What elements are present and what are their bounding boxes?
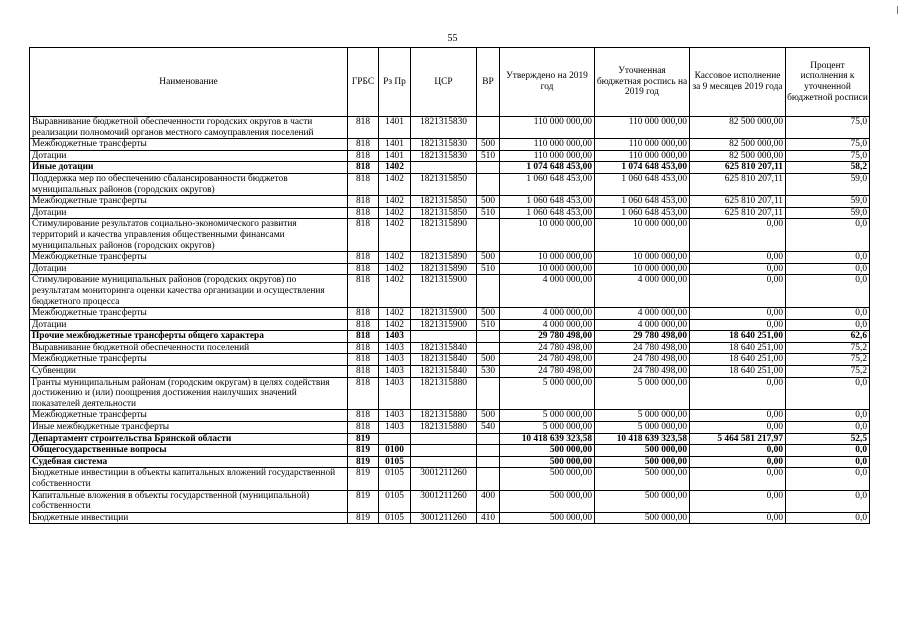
cell-cash: 0,00 [690, 377, 786, 410]
cell-csr: 1821315900 [411, 275, 477, 308]
cell-csr: 1821315830 [411, 150, 477, 162]
cell-approved: 5 000 000,00 [500, 410, 595, 422]
cell-name: Межбюджетные трансферты [30, 410, 348, 422]
cell-rzpr: 1402 [379, 173, 411, 195]
cell-percent: 0,0 [786, 490, 870, 512]
cell-cash: 18 640 251,00 [690, 342, 786, 354]
cell-approved: 1 060 648 453,00 [500, 207, 595, 219]
table-row [30, 354, 870, 366]
cell-csr: 1821315890 [411, 252, 477, 264]
cell-percent: 0,0 [786, 410, 870, 422]
cell-percent: 0,0 [786, 219, 870, 252]
cell-percent: 0,0 [786, 308, 870, 320]
cell-rzpr: 0105 [379, 456, 411, 468]
cell-csr: 1821315830 [411, 117, 477, 139]
table-row [30, 150, 870, 162]
cell-rzpr: 1402 [379, 207, 411, 219]
cell-grbs: 818 [348, 117, 379, 139]
cell-rzpr: 0100 [379, 445, 411, 457]
table-row [30, 331, 870, 343]
cell-refined: 29 780 498,00 [595, 331, 690, 343]
table-row [30, 377, 870, 410]
table-row [30, 196, 870, 208]
cell-refined: 5 000 000,00 [595, 422, 690, 434]
cell-percent: 75,2 [786, 342, 870, 354]
cell-vr: 500 [477, 196, 500, 208]
cell-rzpr: 1402 [379, 319, 411, 331]
cell-rzpr: 1403 [379, 342, 411, 354]
cell-refined: 5 000 000,00 [595, 377, 690, 410]
cell-cash: 5 464 581 217,97 [690, 433, 786, 445]
cell-name: Стимулирование муниципальных районов (городских округов) по результатам мониторинга оценки качества организации и осуществления бюджетного процесса [30, 275, 348, 308]
cell-approved: 24 780 498,00 [500, 366, 595, 378]
cell-csr: 1821315850 [411, 173, 477, 195]
cell-approved: 1 060 648 453,00 [500, 196, 595, 208]
cell-approved: 4 000 000,00 [500, 275, 595, 308]
cell-cash: 0,00 [690, 275, 786, 308]
cell-cash: 625 810 207,11 [690, 173, 786, 195]
cell-approved: 500 000,00 [500, 512, 595, 524]
cell-name: Выравнивание бюджетной обеспеченности городских округов в части реализации полномочий органов местного самоуправления поселений [30, 117, 348, 139]
table-body [30, 117, 870, 524]
cell-cash: 82 500 000,00 [690, 117, 786, 139]
cell-cash: 0,00 [690, 410, 786, 422]
cell-percent: 0,0 [786, 275, 870, 308]
cell-refined: 110 000 000,00 [595, 117, 690, 139]
cell-grbs: 819 [348, 468, 379, 490]
cell-name: Стимулирование результатов социально-экономического развития территорий и качества управления общественными финансами муниципальных районов (городских округов) [30, 219, 348, 252]
cell-rzpr: 0105 [379, 490, 411, 512]
cell-csr: 1821315840 [411, 342, 477, 354]
cell-grbs: 819 [348, 433, 379, 445]
cell-vr: 500 [477, 354, 500, 366]
cell-grbs: 819 [348, 490, 379, 512]
cell-approved: 5 000 000,00 [500, 377, 595, 410]
table-row [30, 308, 870, 320]
cell-name: Поддержка мер по обеспечению сбалансированности бюджетов муниципальных районов (городских округов) [30, 173, 348, 195]
cell-approved: 4 000 000,00 [500, 308, 595, 320]
table-row [30, 342, 870, 354]
cell-refined: 110 000 000,00 [595, 150, 690, 162]
cell-grbs: 818 [348, 207, 379, 219]
table-row [30, 162, 870, 174]
cell-rzpr: 1402 [379, 275, 411, 308]
cell-vr: 500 [477, 308, 500, 320]
cell-refined: 5 000 000,00 [595, 410, 690, 422]
cell-name: Дотации [30, 150, 348, 162]
cell-grbs: 818 [348, 263, 379, 275]
cell-cash: 0,00 [690, 319, 786, 331]
cell-vr [477, 173, 500, 195]
cell-cash: 0,00 [690, 490, 786, 512]
cell-approved: 1 074 648 453,00 [500, 162, 595, 174]
cell-rzpr: 1403 [379, 422, 411, 434]
table-row [30, 173, 870, 195]
cell-rzpr: 1403 [379, 331, 411, 343]
cell-name: Межбюджетные трансферты [30, 354, 348, 366]
cell-csr [411, 331, 477, 343]
cell-csr: 1821315880 [411, 422, 477, 434]
cell-grbs: 818 [348, 308, 379, 320]
cell-name: Дотации [30, 319, 348, 331]
cell-csr: 1821315830 [411, 139, 477, 151]
cell-approved: 500 000,00 [500, 468, 595, 490]
table-row [30, 219, 870, 252]
cell-rzpr: 1402 [379, 252, 411, 264]
cell-grbs: 818 [348, 331, 379, 343]
cell-grbs: 818 [348, 366, 379, 378]
cell-refined: 500 000,00 [595, 468, 690, 490]
cell-percent: 0,0 [786, 456, 870, 468]
cell-grbs: 818 [348, 196, 379, 208]
cell-csr [411, 445, 477, 457]
cell-approved: 110 000 000,00 [500, 150, 595, 162]
cell-percent: 0,0 [786, 468, 870, 490]
table-row [30, 252, 870, 264]
cell-cash: 82 500 000,00 [690, 150, 786, 162]
cell-vr [477, 117, 500, 139]
cell-grbs: 818 [348, 275, 379, 308]
cell-rzpr: 1402 [379, 219, 411, 252]
cell-name: Межбюджетные трансферты [30, 196, 348, 208]
cell-vr [477, 331, 500, 343]
cell-refined: 500 000,00 [595, 456, 690, 468]
cell-csr: 1821315900 [411, 308, 477, 320]
cell-percent: 75,0 [786, 139, 870, 151]
cell-vr [477, 162, 500, 174]
header-csr: ЦСР [411, 48, 477, 117]
cell-cash: 0,00 [690, 219, 786, 252]
cell-grbs: 818 [348, 422, 379, 434]
cell-grbs: 818 [348, 377, 379, 410]
cell-name: Выравнивание бюджетной обеспеченности поселений [30, 342, 348, 354]
cell-vr [477, 342, 500, 354]
cell-grbs: 819 [348, 512, 379, 524]
cell-vr: 410 [477, 512, 500, 524]
cell-approved: 10 418 639 323,58 [500, 433, 595, 445]
cell-vr: 510 [477, 319, 500, 331]
page-edge-mark [897, 6, 898, 14]
cell-approved: 1 060 648 453,00 [500, 173, 595, 195]
cell-csr [411, 456, 477, 468]
cell-vr: 540 [477, 422, 500, 434]
cell-approved: 110 000 000,00 [500, 139, 595, 151]
cell-csr: 1821315900 [411, 319, 477, 331]
header-rzpr: Рз Пр [379, 48, 411, 117]
cell-csr: 1821315880 [411, 410, 477, 422]
cell-refined: 24 780 498,00 [595, 342, 690, 354]
cell-vr: 510 [477, 263, 500, 275]
cell-approved: 24 780 498,00 [500, 354, 595, 366]
cell-csr: 1821315850 [411, 196, 477, 208]
cell-cash: 0,00 [690, 252, 786, 264]
cell-refined: 4 000 000,00 [595, 308, 690, 320]
cell-approved: 24 780 498,00 [500, 342, 595, 354]
cell-approved: 10 000 000,00 [500, 219, 595, 252]
cell-percent: 59,0 [786, 196, 870, 208]
cell-csr: 3001211260 [411, 468, 477, 490]
cell-cash: 625 810 207,11 [690, 196, 786, 208]
cell-cash: 0,00 [690, 456, 786, 468]
cell-cash: 18 640 251,00 [690, 354, 786, 366]
table-row [30, 275, 870, 308]
cell-rzpr: 1402 [379, 196, 411, 208]
cell-approved: 500 000,00 [500, 445, 595, 457]
cell-grbs: 819 [348, 445, 379, 457]
header-cash: Кассовое исполнение за 9 месяцев 2019 года [690, 48, 786, 117]
cell-rzpr: 1403 [379, 377, 411, 410]
cell-rzpr: 0105 [379, 468, 411, 490]
cell-cash: 82 500 000,00 [690, 139, 786, 151]
cell-name: Капитальные вложения в объекты государственной (муниципальной) собственности [30, 490, 348, 512]
cell-refined: 10 000 000,00 [595, 263, 690, 275]
cell-rzpr: 1401 [379, 150, 411, 162]
cell-approved: 10 000 000,00 [500, 252, 595, 264]
cell-rzpr: 1402 [379, 162, 411, 174]
cell-cash: 0,00 [690, 263, 786, 275]
cell-csr: 1821315880 [411, 377, 477, 410]
cell-percent: 62,6 [786, 331, 870, 343]
cell-refined: 1 060 648 453,00 [595, 207, 690, 219]
cell-approved: 4 000 000,00 [500, 319, 595, 331]
cell-rzpr: 1403 [379, 354, 411, 366]
cell-percent: 0,0 [786, 319, 870, 331]
cell-grbs: 819 [348, 456, 379, 468]
cell-approved: 500 000,00 [500, 456, 595, 468]
cell-refined: 1 060 648 453,00 [595, 173, 690, 195]
cell-vr [477, 377, 500, 410]
cell-grbs: 818 [348, 150, 379, 162]
table-row [30, 207, 870, 219]
cell-cash: 625 810 207,11 [690, 162, 786, 174]
cell-cash: 0,00 [690, 512, 786, 524]
table-row [30, 456, 870, 468]
cell-percent: 75,0 [786, 117, 870, 139]
cell-csr [411, 433, 477, 445]
cell-refined: 4 000 000,00 [595, 275, 690, 308]
cell-percent: 75,2 [786, 366, 870, 378]
cell-percent: 52,5 [786, 433, 870, 445]
table-row [30, 319, 870, 331]
budget-table [29, 47, 870, 524]
cell-vr: 500 [477, 252, 500, 264]
cell-name: Дотации [30, 207, 348, 219]
header-grbs: ГРБС [348, 48, 379, 117]
cell-rzpr: 1403 [379, 410, 411, 422]
cell-name: Бюджетные инвестиции в объекты капитальных вложений государственной собственности [30, 468, 348, 490]
cell-rzpr: 1401 [379, 117, 411, 139]
cell-percent: 0,0 [786, 263, 870, 275]
cell-approved: 5 000 000,00 [500, 422, 595, 434]
cell-name: Прочие межбюджетные трансферты общего характера [30, 331, 348, 343]
cell-vr: 400 [477, 490, 500, 512]
cell-refined: 4 000 000,00 [595, 319, 690, 331]
cell-cash: 0,00 [690, 308, 786, 320]
cell-vr [477, 468, 500, 490]
table-header-row [30, 48, 870, 117]
table-row [30, 445, 870, 457]
cell-vr: 510 [477, 150, 500, 162]
table-row [30, 117, 870, 139]
cell-refined: 24 780 498,00 [595, 366, 690, 378]
cell-rzpr: 0105 [379, 512, 411, 524]
cell-cash: 0,00 [690, 445, 786, 457]
cell-percent: 0,0 [786, 377, 870, 410]
cell-refined: 500 000,00 [595, 490, 690, 512]
cell-name: Иные дотации [30, 162, 348, 174]
cell-cash: 625 810 207,11 [690, 207, 786, 219]
cell-refined: 10 000 000,00 [595, 219, 690, 252]
cell-name: Субвенции [30, 366, 348, 378]
cell-percent: 0,0 [786, 445, 870, 457]
cell-percent: 0,0 [786, 512, 870, 524]
cell-rzpr: 1403 [379, 366, 411, 378]
table-row [30, 263, 870, 275]
cell-vr [477, 433, 500, 445]
cell-percent: 59,0 [786, 207, 870, 219]
cell-vr: 500 [477, 139, 500, 151]
cell-refined: 10 418 639 323,58 [595, 433, 690, 445]
cell-grbs: 818 [348, 219, 379, 252]
cell-grbs: 818 [348, 173, 379, 195]
cell-percent: 58,2 [786, 162, 870, 174]
cell-refined: 110 000 000,00 [595, 139, 690, 151]
cell-grbs: 818 [348, 139, 379, 151]
cell-rzpr: 1402 [379, 263, 411, 275]
cell-refined: 500 000,00 [595, 445, 690, 457]
cell-name: Департамент строительства Брянской области [30, 433, 348, 445]
cell-name: Межбюджетные трансферты [30, 308, 348, 320]
cell-refined: 1 060 648 453,00 [595, 196, 690, 208]
cell-refined: 1 074 648 453,00 [595, 162, 690, 174]
table-row [30, 410, 870, 422]
table-row [30, 468, 870, 490]
cell-grbs: 818 [348, 410, 379, 422]
cell-vr [477, 456, 500, 468]
cell-csr: 3001211260 [411, 490, 477, 512]
cell-name: Гранты муниципальным районам (городским округам) в целях содействия достижению и (или) поощрения достижения наилучших значений показателей деятельности [30, 377, 348, 410]
page-number: 55 [447, 33, 458, 44]
cell-refined: 24 780 498,00 [595, 354, 690, 366]
cell-grbs: 818 [348, 252, 379, 264]
cell-approved: 500 000,00 [500, 490, 595, 512]
cell-cash: 0,00 [690, 422, 786, 434]
table-row [30, 139, 870, 151]
table-row [30, 490, 870, 512]
cell-name: Межбюджетные трансферты [30, 252, 348, 264]
cell-vr [477, 275, 500, 308]
cell-csr: 1821315890 [411, 263, 477, 275]
cell-cash: 18 640 251,00 [690, 331, 786, 343]
cell-grbs: 818 [348, 319, 379, 331]
cell-vr [477, 445, 500, 457]
cell-csr: 3001211260 [411, 512, 477, 524]
cell-name: Бюджетные инвестиции [30, 512, 348, 524]
cell-name: Межбюджетные трансферты [30, 139, 348, 151]
cell-percent: 0,0 [786, 252, 870, 264]
cell-csr: 1821315850 [411, 207, 477, 219]
cell-percent: 59,0 [786, 173, 870, 195]
cell-approved: 110 000 000,00 [500, 117, 595, 139]
cell-vr: 500 [477, 410, 500, 422]
header-refined: Уточненная бюджетная роспись на 2019 год [595, 48, 690, 117]
cell-name: Иные межбюджетные трансферты [30, 422, 348, 434]
cell-cash: 0,00 [690, 468, 786, 490]
cell-name: Общегосударственные вопросы [30, 445, 348, 457]
cell-vr [477, 219, 500, 252]
cell-rzpr: 1402 [379, 308, 411, 320]
cell-grbs: 818 [348, 342, 379, 354]
cell-vr: 530 [477, 366, 500, 378]
cell-csr: 1821315840 [411, 354, 477, 366]
cell-rzpr: 1401 [379, 139, 411, 151]
cell-percent: 0,0 [786, 422, 870, 434]
table-row [30, 422, 870, 434]
cell-vr: 510 [477, 207, 500, 219]
cell-approved: 29 780 498,00 [500, 331, 595, 343]
cell-cash: 18 640 251,00 [690, 366, 786, 378]
cell-percent: 75,2 [786, 354, 870, 366]
cell-csr: 1821315840 [411, 366, 477, 378]
cell-csr: 1821315890 [411, 219, 477, 252]
cell-refined: 500 000,00 [595, 512, 690, 524]
table-row [30, 433, 870, 445]
cell-refined: 10 000 000,00 [595, 252, 690, 264]
header-vr: ВР [477, 48, 500, 117]
cell-csr [411, 162, 477, 174]
cell-approved: 10 000 000,00 [500, 263, 595, 275]
cell-grbs: 818 [348, 162, 379, 174]
cell-grbs: 818 [348, 354, 379, 366]
table-row [30, 512, 870, 524]
cell-name: Дотации [30, 263, 348, 275]
cell-percent: 75,0 [786, 150, 870, 162]
header-approved: Утверждено на 2019 год [500, 48, 595, 117]
cell-rzpr [379, 433, 411, 445]
table-row [30, 366, 870, 378]
cell-name: Судебная система [30, 456, 348, 468]
header-name: Наименование [30, 48, 348, 117]
header-percent: Процент исполнения к уточненной бюджетной росписи [786, 48, 870, 117]
